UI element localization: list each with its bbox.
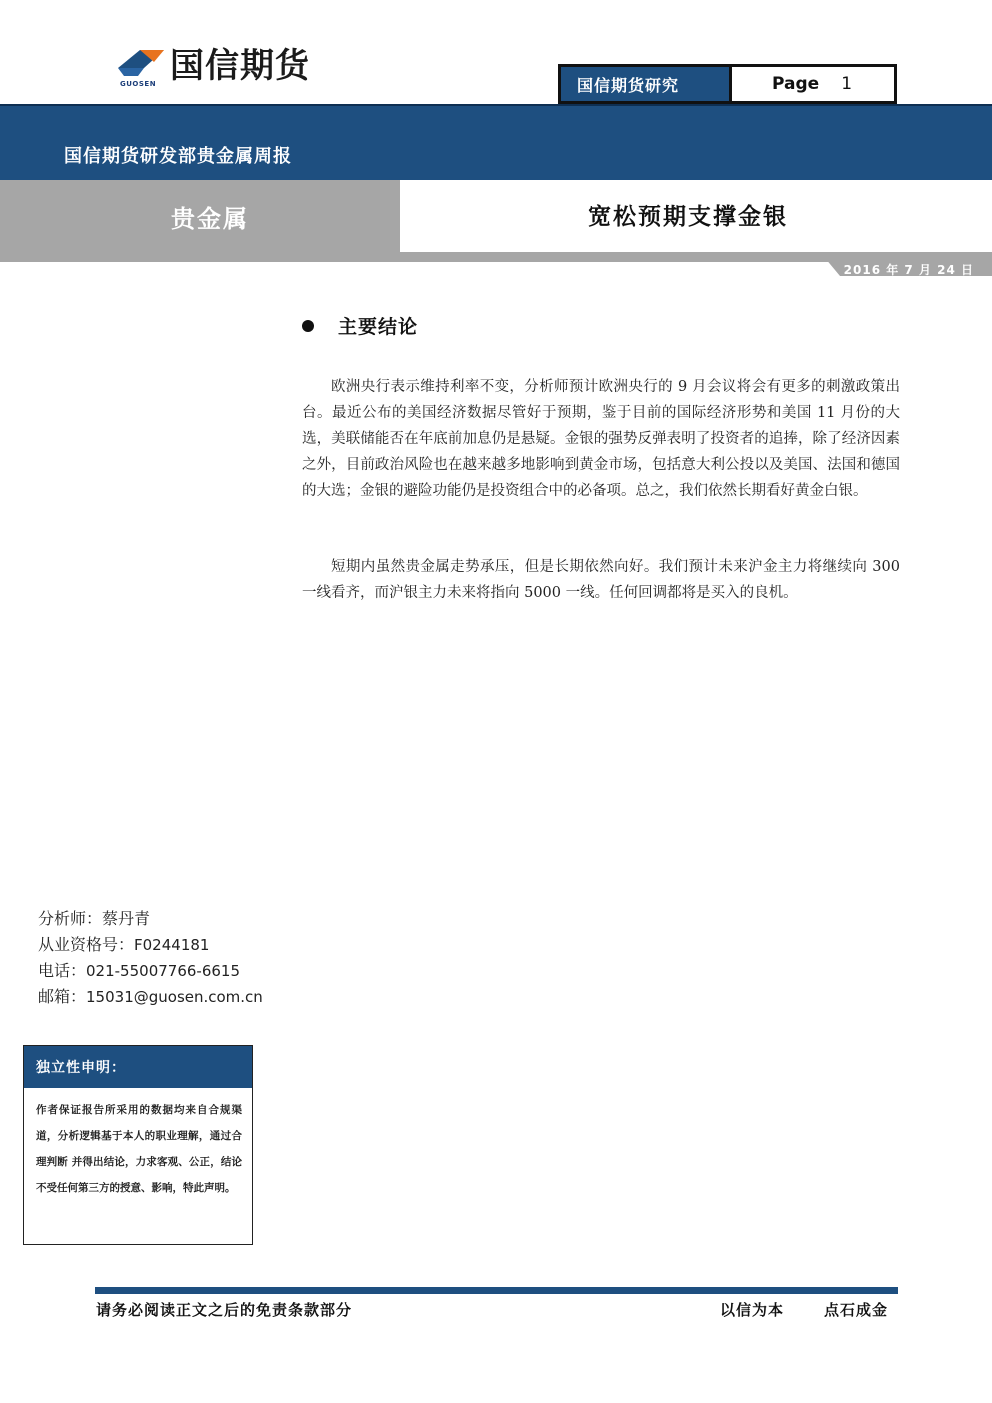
analyst-phone: 021-55007766-6615: [86, 962, 240, 980]
statement-title: 独立性申明：: [24, 1046, 252, 1088]
analyst-email-row: [38, 984, 263, 1010]
banner-title: 国信期货研发部贵金属周报: [64, 146, 292, 167]
analyst-cert-label: 从业资格号：: [38, 935, 135, 954]
category-box: [0, 180, 400, 252]
logo-name: 国信期货: [170, 46, 310, 86]
analyst-info: [38, 906, 263, 1010]
company-logo: [114, 46, 354, 96]
page-indicator: [729, 67, 894, 101]
analyst-name-label: 分析师：: [38, 909, 103, 928]
statement-body: 作者保证报告所采用的数据均来自合规渠道，分析逻辑基于本人的职业理解，通过合理判断 并得出结论，力求客观、公正，结论不受任何第三方的授意、影响，特此声明。: [36, 1104, 242, 1194]
conclusion-paragraph: 短期内虽然贵金属走势承压，但是长期依然向好。我们预计未来沪金主力将继续向 300 一线看齐，而沪银主力未来将指向 5000 一线。任何回调都将是买入的良机。: [302, 559, 900, 601]
footer-slogan-2: 点石成金: [824, 1301, 889, 1319]
research-label: 国信期货研究: [561, 67, 729, 101]
title-box: [400, 180, 992, 252]
conclusion-paragraph: 欧洲央行表示维持利率不变，分析师预计欧洲央行的 9 月会议将会有更多的刺激政策出台。最近公布的美国经济数据尽管好于预期，鉴于目前的国际经济形势和美国 11 月份的大选，美联储能否在年底前加息仍是悬疑。金银的强势反弹表明了投资者的追捧，除了经济因素之外，目前政治风险也在越来越多地影响到黄金市场，包括意大利公投以及美国、法国和德国的大选；金银的避险功能仍是投资组合中的必备项。总之，我们依然长期看好黄金白银。: [302, 379, 900, 499]
category-label: 贵金属: [171, 203, 249, 233]
analyst-email: 15031@guosen.com.cn: [86, 988, 263, 1006]
section-title: 主要结论: [338, 316, 419, 338]
analyst-cert-row: [38, 932, 263, 958]
analyst-cert: F0244181: [134, 936, 210, 954]
page-label: Page: [772, 74, 820, 94]
report-date: 2016 年 7 月 24 日: [843, 263, 974, 277]
footer-divider: [95, 1287, 898, 1294]
footer-disclaimer-note: 请务必阅读正文之后的免责条款部分: [96, 1301, 353, 1319]
page-number: 1: [841, 74, 853, 94]
report-banner: [0, 104, 992, 180]
footer-slogan-1: 以信为本: [720, 1301, 785, 1319]
analyst-name: 蔡丹青: [102, 909, 151, 928]
analyst-name-row: [38, 906, 263, 932]
analyst-email-label: 邮箱：: [38, 987, 87, 1006]
section-heading: [302, 312, 418, 339]
independence-statement: [23, 1045, 253, 1245]
analyst-phone-row: [38, 958, 263, 984]
report-title: 宽松预期支撑金银: [588, 203, 788, 230]
research-page-box: [558, 64, 897, 104]
logo-subtitle: GUOSEN: [120, 80, 157, 88]
bullet-icon: [302, 320, 314, 332]
analyst-phone-label: 电话：: [38, 961, 87, 980]
